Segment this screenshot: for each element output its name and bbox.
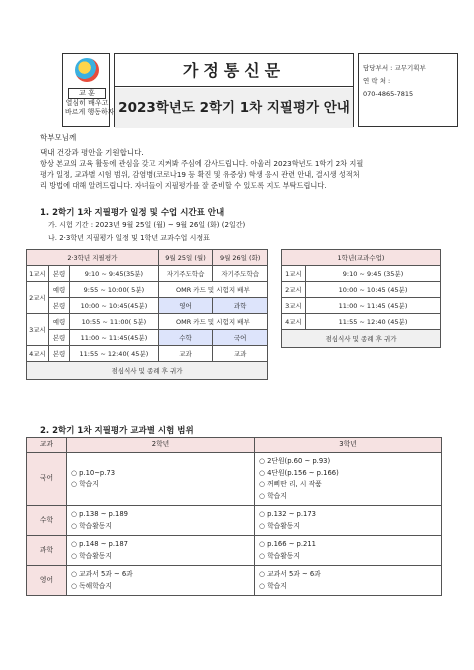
motto-heading: 교 훈 — [68, 88, 106, 99]
dept-label: 담당부서 : 교무기획부 — [363, 64, 426, 72]
day1-cell: 자기주도학습 — [158, 266, 213, 282]
time-cell: 11:55 ~ 12:40 (45분) — [306, 314, 441, 330]
schedule-note-line: 나. 2·3학년 지필평가 일정 및 1학년 교과수업 시정표 — [48, 234, 210, 242]
time-cell: 10:00 ~ 10:45(45분) — [70, 298, 159, 314]
schedule-head-label: 2·3학년 지필평가 — [27, 250, 159, 266]
period-cell: 4교시 — [282, 314, 306, 330]
section2-title: 2. 2학기 1차 지필평가 교과별 시험 범위 — [40, 426, 194, 436]
exam-subject-cell: 과학 — [213, 298, 268, 314]
greeting-line-3: 평가 일정, 교과별 시험 범위, 감염병(코로나19 등 확진 및 유증상) 학생 응시 관련 안내, 결시생 성적처 — [40, 170, 360, 179]
first-grade-head: 1학년(교과수업) — [282, 250, 441, 266]
first-grade-table — [281, 249, 441, 348]
time-cell: 11:55 ~ 12:40( 45분) — [70, 346, 159, 362]
scope-item: ○ 교과서 5과 ~ 6과 — [71, 569, 250, 581]
kind-cell: 본령 — [49, 266, 70, 282]
scope-item: ○ 독해학습지 — [71, 581, 250, 593]
subject-cell: 수학 — [27, 506, 67, 536]
time-cell: 11:00 ~ 11:45 (45분) — [306, 298, 441, 314]
motto-line-2: 바르게 행동하자 — [65, 108, 115, 116]
period-cell: 4교시 — [27, 346, 49, 362]
scope-item: ○ 학습지 — [71, 479, 250, 491]
kind-cell: 본령 — [49, 346, 70, 362]
kind-cell: 예령 — [49, 282, 70, 298]
greeting-line-1: 댁내 건강과 평안을 기원합니다. — [40, 148, 144, 157]
subject-cell: 영어 — [27, 566, 67, 596]
scope-item: ○ 교과서 5과 ~ 6과 — [259, 569, 437, 581]
exam-subject-cell: 수학 — [158, 330, 213, 346]
scope-head-subject: 교과 — [27, 438, 67, 453]
contact-value: 070-4865-7815 — [363, 90, 414, 98]
time-cell: 10:00 ~ 10:45 (45분) — [306, 282, 441, 298]
scope-item: ○ p.148 ~ p.187 — [71, 539, 250, 551]
scope-item: ○ 4단원(p.156 ~ p.166) — [259, 468, 437, 480]
period-cell: 3교시 — [27, 314, 49, 346]
day2-cell: 교과 — [213, 346, 268, 362]
scope-item: ○ p.132 ~ p.173 — [259, 509, 437, 521]
grade3-scope-cell — [255, 536, 442, 566]
scope-item: ○ p.166 ~ p.211 — [259, 539, 437, 551]
kind-cell: 예령 — [49, 314, 70, 330]
time-cell: 11:00 ~ 11:45(45분) — [70, 330, 159, 346]
page-subtitle: 2023학년도 2학기 1차 지필평가 안내 — [115, 88, 353, 128]
school-logo-icon — [75, 58, 99, 82]
time-cell: 10:55 ~ 11:00( 5분) — [70, 314, 159, 330]
first-grade-footer: 점심식사 및 종례 후 귀가 — [282, 330, 441, 348]
title-box — [114, 53, 354, 127]
scope-item: ○ 학습지 — [259, 581, 437, 593]
contact-label: 연 락 처 : — [363, 77, 391, 85]
scope-item: ○ 2단원(p.60 ~ p.93) — [259, 456, 437, 468]
period-cell: 2교시 — [27, 282, 49, 314]
scope-item: ○ p.138 ~ p.189 — [71, 509, 250, 521]
exam-schedule-table — [26, 249, 268, 380]
scope-item: ○ p.10~p.73 — [71, 468, 250, 480]
scope-head-grade3: 3학년 — [255, 438, 442, 453]
section1-title: 1. 2학기 1차 지필평가 일정 및 수업 시간표 안내 — [40, 208, 225, 218]
time-cell: 9:55 ~ 10:00( 5분) — [70, 282, 159, 298]
omr-distribution-cell: OMR 카드 및 시험지 배부 — [158, 282, 267, 298]
grade3-scope-cell — [255, 566, 442, 596]
time-cell: 9:10 ~ 9:45(35분) — [70, 266, 159, 282]
exam-subject-cell: 영어 — [158, 298, 213, 314]
kind-cell: 본령 — [49, 298, 70, 314]
grade3-scope-cell — [255, 506, 442, 536]
exam-scope-table — [26, 437, 442, 596]
greeting-line-4: 리 방법에 대해 알려드립니다. 자녀들이 지필평가를 잘 준비할 수 있도록 지도 부탁드립니다. — [40, 181, 327, 190]
grade3-scope-cell — [255, 453, 442, 506]
schedule-footer: 점심식사 및 종례 후 귀가 — [27, 362, 268, 380]
exam-period-line: 가. 시험 기간 : 2023년 9월 25일 (월) ~ 9월 26일 (화) (2일간) — [48, 221, 246, 229]
period-cell: 1교시 — [282, 266, 306, 282]
grade2-scope-cell — [67, 453, 255, 506]
page-title: 가정통신문 — [115, 54, 353, 87]
day1-cell: 교과 — [158, 346, 213, 362]
scope-item: ○ 학습활동지 — [259, 551, 437, 563]
period-cell: 1교시 — [27, 266, 49, 282]
scope-item: ○ 학습활동지 — [71, 521, 250, 533]
subject-cell: 과학 — [27, 536, 67, 566]
scope-item: ○ 학습지 — [259, 491, 437, 503]
grade2-scope-cell — [67, 506, 255, 536]
scope-item: ○ 꺼삐딴 리, 시 작품 — [259, 479, 437, 491]
omr-distribution-cell: OMR 카드 및 시험지 배부 — [158, 314, 267, 330]
day2-cell: 자기주도학습 — [213, 266, 268, 282]
greeting-salutation: 학부모님께 — [40, 133, 77, 142]
exam-subject-cell: 국어 — [213, 330, 268, 346]
time-cell: 9:10 ~ 9:45 (35분) — [306, 266, 441, 282]
motto-line-1: 열심히 배우고 — [65, 99, 109, 107]
grade2-scope-cell — [67, 566, 255, 596]
scope-item: ○ 학습활동지 — [71, 551, 250, 563]
school-motto-box — [62, 53, 115, 127]
schedule-head-day2: 9월 26일 (화) — [213, 250, 268, 266]
subject-cell: 국어 — [27, 453, 67, 506]
scope-item: ○ 학습활동지 — [259, 521, 437, 533]
scope-head-grade2: 2학년 — [67, 438, 255, 453]
period-cell: 2교시 — [282, 282, 306, 298]
period-cell: 3교시 — [282, 298, 306, 314]
greeting-line-2: 항상 본교의 교육 활동에 관심을 갖고 지켜봐 주심에 감사드립니다. 아울러 2023학년도 1학기 2차 지필 — [40, 159, 364, 168]
contact-info-box — [358, 53, 458, 127]
grade2-scope-cell — [67, 536, 255, 566]
schedule-head-day1: 9월 25일 (월) — [158, 250, 213, 266]
kind-cell: 본령 — [49, 330, 70, 346]
